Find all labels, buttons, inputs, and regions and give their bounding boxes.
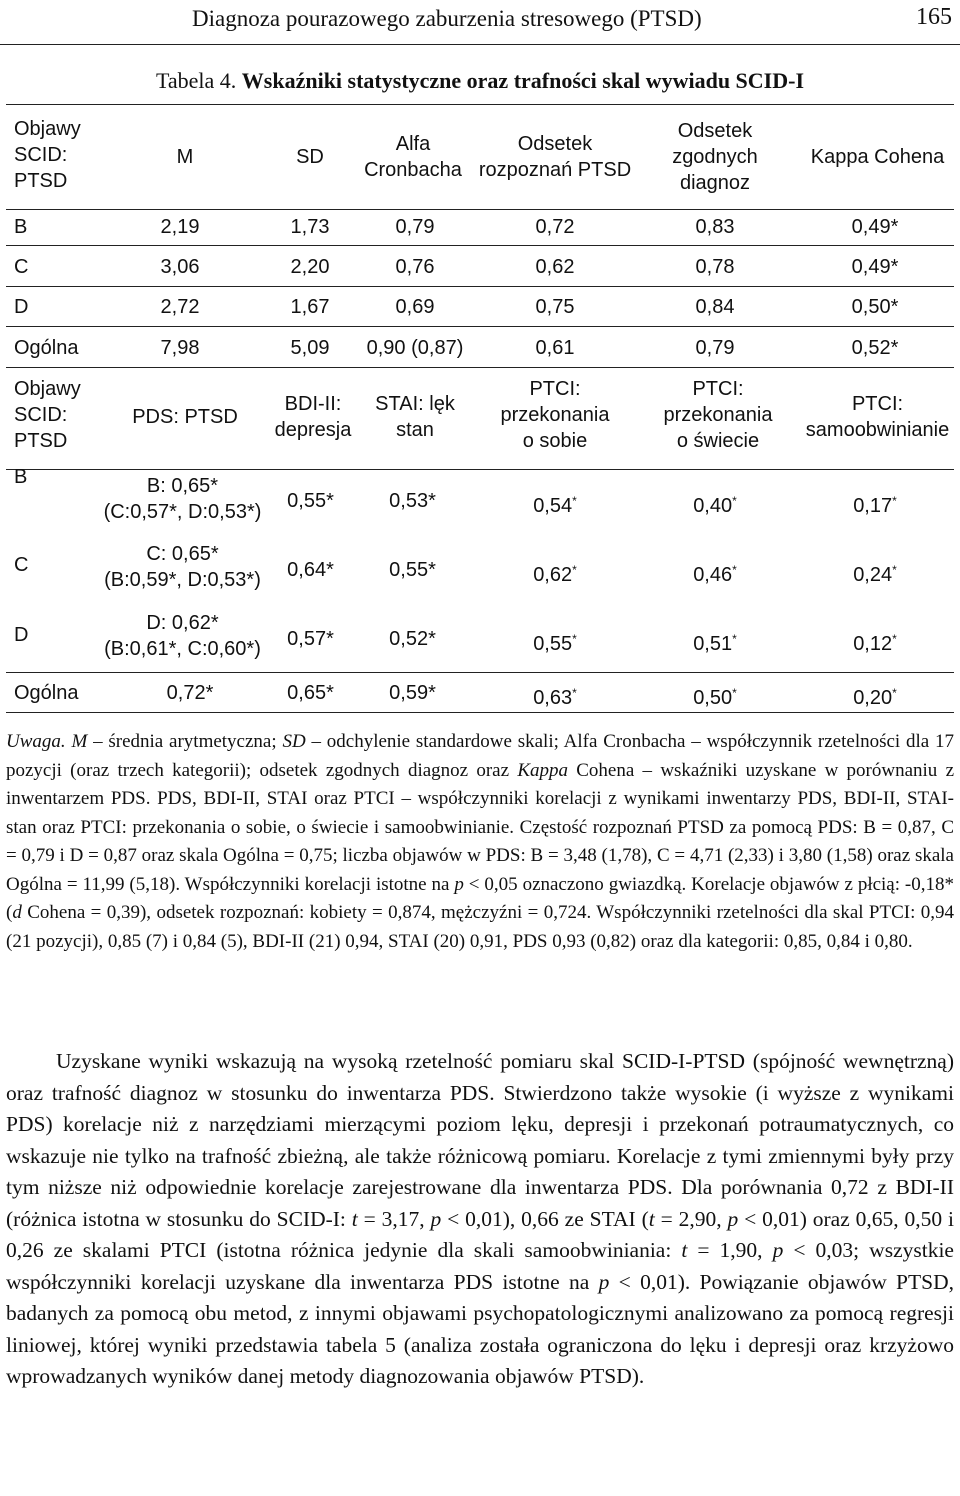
header1-sd: SD — [296, 146, 324, 168]
table-rule — [6, 209, 954, 210]
body-text: < 0,01), 0,66 ze STAI ( — [441, 1206, 649, 1231]
significance-star: * — [572, 494, 577, 508]
cell-sd: 5,09 — [290, 337, 330, 359]
table-rule — [6, 469, 954, 470]
body-paragraph — [6, 1046, 954, 1393]
cell-m: 7,98 — [160, 337, 200, 359]
cell-odsetek-rozpoznan: 0,75 — [535, 296, 575, 318]
note-text: Cohena = 0,39), odsetek rozpoznań: kobiety = 0,874, mężczyźni = 0,724. Współczynniki rzetelności dla skal PTCI: 0,94 (21 pozycji), 0,85 (7) i 0,84 (5), BDI-II (21) 0,94, STAI (20) 0,91, PDS 0,93 (0,82) oraz dla kategorii: 0,85, 0,84 i 0,80. — [6, 902, 954, 952]
cell-value: 0,24 — [853, 564, 893, 586]
cell-value: 0,63 — [533, 687, 573, 709]
note-text: – odchylenie standardowe skali; Alfa Cronbacha – współczynnik rzetelności dla 17 pozycji (oraz trzech kategorii); odsetek zgodnych diagnoz oraz — [6, 731, 954, 781]
table-rule — [6, 367, 954, 368]
note-symbol: p — [454, 873, 464, 895]
stat-symbol: t — [648, 1206, 655, 1231]
cell-sd: 2,20 — [290, 256, 330, 278]
cell-line: (B:0,61*, C:0,60*) — [104, 638, 261, 660]
header-line: SCID: — [14, 404, 68, 426]
cell-odsetek-zgodnych: 0,83 — [695, 216, 735, 238]
header-line: zgodnych — [672, 146, 758, 168]
header2-bdi — [258, 391, 368, 443]
table-caption — [0, 68, 960, 94]
cell-odsetek-zgodnych: 0,78 — [695, 256, 735, 278]
note-symbol: d — [12, 902, 22, 923]
significance-star: * — [732, 686, 737, 700]
cell-m: 2,72 — [160, 296, 200, 318]
cell-m: 3,06 — [160, 256, 200, 278]
header1-alfa — [348, 131, 478, 183]
significance-star: * — [572, 563, 577, 577]
header2-ptci-sobie — [480, 376, 630, 454]
header-line: PTSD — [14, 170, 68, 192]
cell-alfa: 0,90 (0,87) — [366, 337, 464, 359]
note-text: – średnia arytmetyczna; — [87, 731, 283, 752]
note-symbol: Kappa — [517, 759, 568, 781]
cell-value: 0,12 — [853, 633, 893, 655]
cell-odsetek-rozpoznan: 0,62 — [535, 256, 575, 278]
cell-stai: 0,55* — [389, 559, 436, 581]
significance-star: * — [892, 563, 897, 577]
row-label: Ogólna — [14, 682, 79, 704]
header-line: PTCI: — [851, 393, 904, 415]
significance-star: * — [572, 632, 577, 646]
cell-pds — [95, 541, 270, 593]
cell-stai: 0,53* — [389, 490, 436, 512]
running-title: Diagnoza pourazowego zaburzenia stresowego (PTSD) — [192, 6, 702, 31]
cell-odsetek-rozpoznan: 0,72 — [535, 216, 575, 238]
cell-bdi: 0,65* — [287, 682, 334, 704]
row-label: B — [14, 216, 28, 238]
note-text: Cohena – wskaźniki uzyskane w porównaniu z inwentarzem PDS. PDS, BDI-II, STAI oraz PTCI – współczynniki korelacji z wynikami inwentarzy PDS, BDI-II, STAI-stan oraz PTCI: przekonania o sobie, o świecie i samoobwinianie. Częstość rozpoznań PTSD za pomocą PDS: B = 0,87, C = 0,79 i D = 0,87 oraz skala Ogólna = 0,75; liczba objawów w PDS: B = 3,48 (1,78), C = 4,71 (2,33) i 3,80 (1,58) oraz skala Ogólna = 11,99 (5,18). Współczynniki korelacji istotne na — [6, 759, 955, 895]
cell-alfa: 0,69 — [395, 296, 435, 318]
header-line: przekonania — [663, 404, 773, 426]
cell-sd: 1,73 — [290, 216, 330, 238]
header-line: diagnoz — [679, 172, 751, 194]
note-paragraph — [6, 728, 954, 956]
header1-kappa: Kappa Cohena — [810, 146, 945, 168]
header-line: stan — [396, 419, 434, 441]
note-symbol: SD — [282, 731, 306, 752]
table-rule-top — [6, 104, 954, 105]
cell-ptci-sobie — [500, 680, 610, 711]
header-line: STAI: lęk — [375, 393, 455, 415]
table-rule — [6, 286, 954, 287]
header-line: depresja — [274, 419, 352, 441]
cell-odsetek-zgodnych: 0,84 — [695, 296, 735, 318]
cell-ptci-swiecie — [660, 626, 770, 657]
cell-ptci-samoobwinianie — [820, 680, 930, 711]
cell-ptci-swiecie — [660, 680, 770, 711]
cell-ptci-sobie — [500, 557, 610, 588]
stat-symbol: p — [598, 1269, 610, 1294]
header2-stai — [360, 391, 470, 443]
significance-star: * — [892, 494, 897, 508]
cell-bdi: 0,64* — [287, 559, 334, 581]
cell-ptci-swiecie — [660, 488, 770, 519]
header-line: Odsetek — [517, 133, 593, 155]
cell-kappa: 0,50* — [851, 296, 899, 318]
stat-symbol: p — [430, 1206, 442, 1231]
header-line: PTSD — [14, 430, 68, 452]
significance-star: * — [892, 632, 897, 646]
header-line: Objawy — [14, 118, 81, 140]
table-title: Wskaźniki statystyczne oraz trafności skal wywiadu SCID-I — [241, 68, 805, 93]
cell-ptci-samoobwinianie — [820, 557, 930, 588]
cell-line: (C:0,57*, D:0,53*) — [103, 501, 262, 523]
stat-symbol: p — [727, 1206, 739, 1231]
header2-pds: PDS: PTSD — [132, 406, 238, 428]
header-line: Odsetek — [677, 120, 753, 142]
header-line: Cronbacha — [364, 159, 462, 181]
header-line: PTCI: — [692, 378, 744, 400]
cell-value: 0,46 — [693, 564, 733, 586]
table-label: Tabela 4. — [155, 68, 237, 93]
row-label: C — [14, 554, 29, 576]
cell-ptci-samoobwinianie — [820, 488, 930, 519]
table-rule — [6, 326, 954, 327]
row-label: Ogólna — [14, 337, 79, 359]
cell-pds — [95, 473, 270, 525]
header-line: Objawy — [14, 378, 81, 400]
cell-stai: 0,52* — [389, 628, 436, 650]
cell-sd: 1,67 — [290, 296, 330, 318]
note-label: Uwaga. — [6, 731, 66, 752]
cell-value: 0,20 — [853, 687, 893, 709]
stat-symbol: t — [681, 1238, 688, 1262]
header1-odsetek-rozpoznan — [470, 131, 640, 183]
row-label: D — [14, 624, 29, 646]
note-symbol: M — [71, 731, 88, 752]
cell-m: 2,19 — [160, 216, 200, 238]
table-note — [6, 728, 954, 956]
cell-value: 0,17 — [853, 495, 893, 517]
cell-line: C: 0,65* — [146, 543, 219, 565]
body-text: < 0,01). Powiązanie objawów PTSD, badanych za pomocą obu metod, z innymi objawami psychopatologicznymi analizowano za pomocą regresji liniowej, której wyniki przedstawia tabela 5 (analiza została ograniczona do lęku i depresji oraz krzyżowo wprowadzanych wyników danej metody diagnozowania objawów PTSD). — [6, 1269, 954, 1388]
cell-line: (B:0,59*, D:0,53*) — [104, 569, 261, 591]
cell-stai: 0,59* — [389, 682, 436, 704]
table-rule — [6, 245, 954, 246]
cell-odsetek-rozpoznan: 0,61 — [535, 337, 575, 359]
significance-star: * — [572, 686, 577, 700]
cell-pds — [95, 610, 270, 662]
header-line: przekonania — [500, 404, 610, 426]
cell-value: 0,54 — [533, 495, 573, 517]
page-number: 165 — [916, 4, 952, 30]
cell-kappa: 0,49* — [851, 256, 899, 278]
header1-odsetek-zgodnych — [650, 118, 780, 196]
body-text: < 0,01) oraz 0,65, 0,50 i 0,26 ze skalami PTCI (istotna różnica jedynie dla skali samoobwiniania: — [6, 1206, 954, 1262]
significance-star: * — [732, 632, 737, 646]
table-rule-bottom — [6, 712, 954, 713]
cell-line: D: 0,62* — [146, 612, 219, 634]
cell-odsetek-zgodnych: 0,79 — [695, 337, 735, 359]
header-line: rozpoznań PTSD — [478, 159, 632, 181]
paragraph-text — [6, 1046, 954, 1393]
cell-bdi: 0,57* — [287, 628, 334, 650]
significance-star: * — [732, 563, 737, 577]
stat-symbol: t — [351, 1206, 358, 1231]
cell-line: B: 0,65* — [146, 475, 219, 497]
cell-ptci-sobie — [500, 626, 610, 657]
header1-objawy — [14, 116, 104, 194]
cell-value: 0,62 — [533, 564, 573, 586]
body-text: = 2,90, — [654, 1206, 728, 1231]
header-line: BDI-II: — [284, 393, 342, 415]
cell-value: 0,55 — [533, 633, 573, 655]
header-line: Alfa — [395, 133, 431, 155]
table-rule — [6, 672, 954, 673]
body-text: = 3,17, — [357, 1206, 431, 1231]
header-line: PTCI: — [529, 378, 581, 400]
body-text: < 0,03; wszystkie współczynniki korelacji uzyskane dla inwentarza PDS istotne na — [6, 1238, 954, 1294]
page-header — [0, 0, 960, 45]
row-label: C — [14, 256, 29, 278]
header2-objawy — [14, 376, 104, 454]
header-line: o sobie — [522, 430, 588, 452]
significance-star: * — [732, 494, 737, 508]
row-label: B — [14, 466, 28, 488]
cell-ptci-samoobwinianie — [820, 626, 930, 657]
header-line: o świecie — [676, 430, 760, 452]
cell-alfa: 0,79 — [395, 216, 435, 238]
cell-value: 0,51 — [693, 633, 733, 655]
cell-value: 0,50 — [693, 687, 733, 709]
cell-value: 0,40 — [693, 495, 733, 517]
body-text: Uzyskane wyniki wskazują na wysoką rzetelność pomiaru skal SCID-I-PTSD (spójność wewnętrzną) oraz trafność diagnoz w stosunku do inwentarza PDS. Stwierdzono także wysokie (i wyższe z wynikami PDS) korelacje niż z narzędziami mierzącymi poziom lęku, depresji i przekonań potraumatycznych, co wskazuje nie tylko na trafność zbieżną, ale także różnicową pomiaru. Korelacje z tymi zmiennymi były przy tym niższe niż odpowiednie korelacje zarejestrowane dla inwentarza PDS. Dla porównania 0,72 z BDI-II (różnica istotna w stosunku do SCID-I: — [6, 1049, 954, 1231]
cell-kappa: 0,49* — [851, 216, 899, 238]
cell-ptci-swiecie — [660, 557, 770, 588]
significance-star: * — [892, 686, 897, 700]
note-text: < 0,05 oznaczono gwiazdką. Korelacje objawów z płcią: -0,18* ( — [6, 873, 955, 923]
cell-kappa: 0,52* — [851, 337, 899, 359]
header-line: SCID: — [14, 144, 68, 166]
stat-symbol: p — [772, 1238, 784, 1262]
header-line: samoobwinianie — [805, 419, 950, 441]
header1-m: M — [176, 146, 194, 168]
header2-ptci-samoobwinianie — [800, 391, 955, 443]
cell-alfa: 0,76 — [395, 256, 435, 278]
body-text: = 1,90, — [687, 1238, 773, 1262]
row-label: D — [14, 296, 29, 318]
header2-ptci-swiecie — [643, 376, 793, 454]
cell-pds: 0,72* — [166, 682, 214, 704]
cell-ptci-sobie — [500, 488, 610, 519]
cell-bdi: 0,55* — [287, 490, 334, 512]
